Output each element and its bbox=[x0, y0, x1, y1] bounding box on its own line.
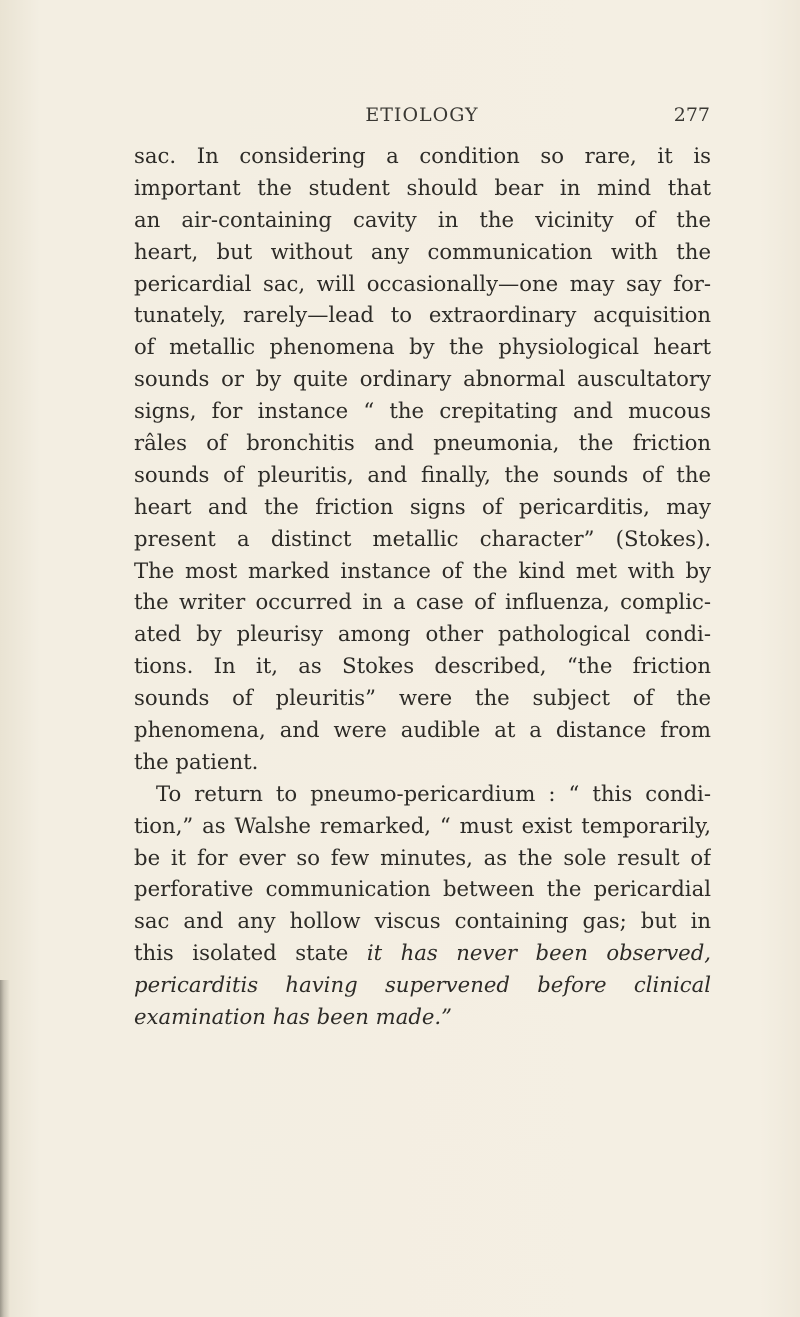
text-line: ated by pleurisy among other pathological condi- bbox=[134, 621, 711, 647]
text-line-italic bbox=[134, 969, 711, 1001]
text-italic: examination has been made.” bbox=[134, 1004, 452, 1030]
text-line: present a distinct metallic character” (Stokes). bbox=[134, 525, 711, 551]
text-line: pericardial sac, will occasionally—one may say for- bbox=[134, 270, 711, 296]
text-line: sac and any hollow viscus containing gas; but in bbox=[134, 908, 711, 934]
running-head: ETIOLOGY bbox=[365, 104, 479, 126]
text-line: important the student should bear in mind that bbox=[134, 174, 711, 200]
text-line: be it for ever so few minutes, as the sole result of bbox=[134, 844, 711, 870]
text-line: signs, for instance “ the crepitating and mucous bbox=[134, 398, 711, 424]
text-italic: it has never been observed, bbox=[366, 940, 711, 966]
text-italic: pericarditis having supervened before clinical bbox=[134, 972, 711, 998]
text-roman: this isolated state bbox=[134, 940, 349, 966]
text-line: heart, but without any communication with the bbox=[134, 238, 711, 264]
text-line: an air-containing cavity in the vicinity of the bbox=[134, 206, 711, 232]
text-line: of metallic phenomena by the physiological heart bbox=[134, 334, 711, 360]
page-header bbox=[134, 104, 710, 134]
text-line: To return to pneumo-pericardium : “ this condi- bbox=[156, 780, 711, 806]
page-gutter-shadow bbox=[0, 980, 10, 1317]
text-line: The most marked instance of the kind met with by bbox=[134, 557, 711, 583]
text-line: sounds or by quite ordinary abnormal auscultatory bbox=[134, 366, 711, 392]
text-line: the writer occurred in a case of influenza, complic- bbox=[134, 589, 711, 615]
page-number: 277 bbox=[673, 104, 710, 126]
text-line: phenomena, and were audible at a distance from bbox=[134, 717, 711, 743]
text-line: tunately, rarely—lead to extraordinary acquisition bbox=[134, 302, 711, 328]
text-line: perforative communication between the pericardial bbox=[134, 876, 711, 902]
text-line: the patient. bbox=[134, 748, 259, 774]
body-text bbox=[134, 140, 711, 1033]
text-line: sac. In considering a condition so rare, it is bbox=[134, 143, 711, 168]
text-line-mixed bbox=[134, 937, 711, 969]
text-line: heart and the friction signs of pericarditis, may bbox=[134, 493, 711, 519]
text-line: tion,” as Walshe remarked, “ must exist temporarily, bbox=[134, 812, 711, 838]
text-line: sounds of pleuritis” were the subject of the bbox=[134, 685, 711, 711]
text-line: sounds of pleuritis, and finally, the sounds of the bbox=[134, 461, 711, 487]
text-line: tions. In it, as Stokes described, “the friction bbox=[134, 653, 711, 679]
text-line: râles of bronchitis and pneumonia, the friction bbox=[134, 430, 711, 456]
text-line-italic bbox=[134, 1001, 711, 1033]
